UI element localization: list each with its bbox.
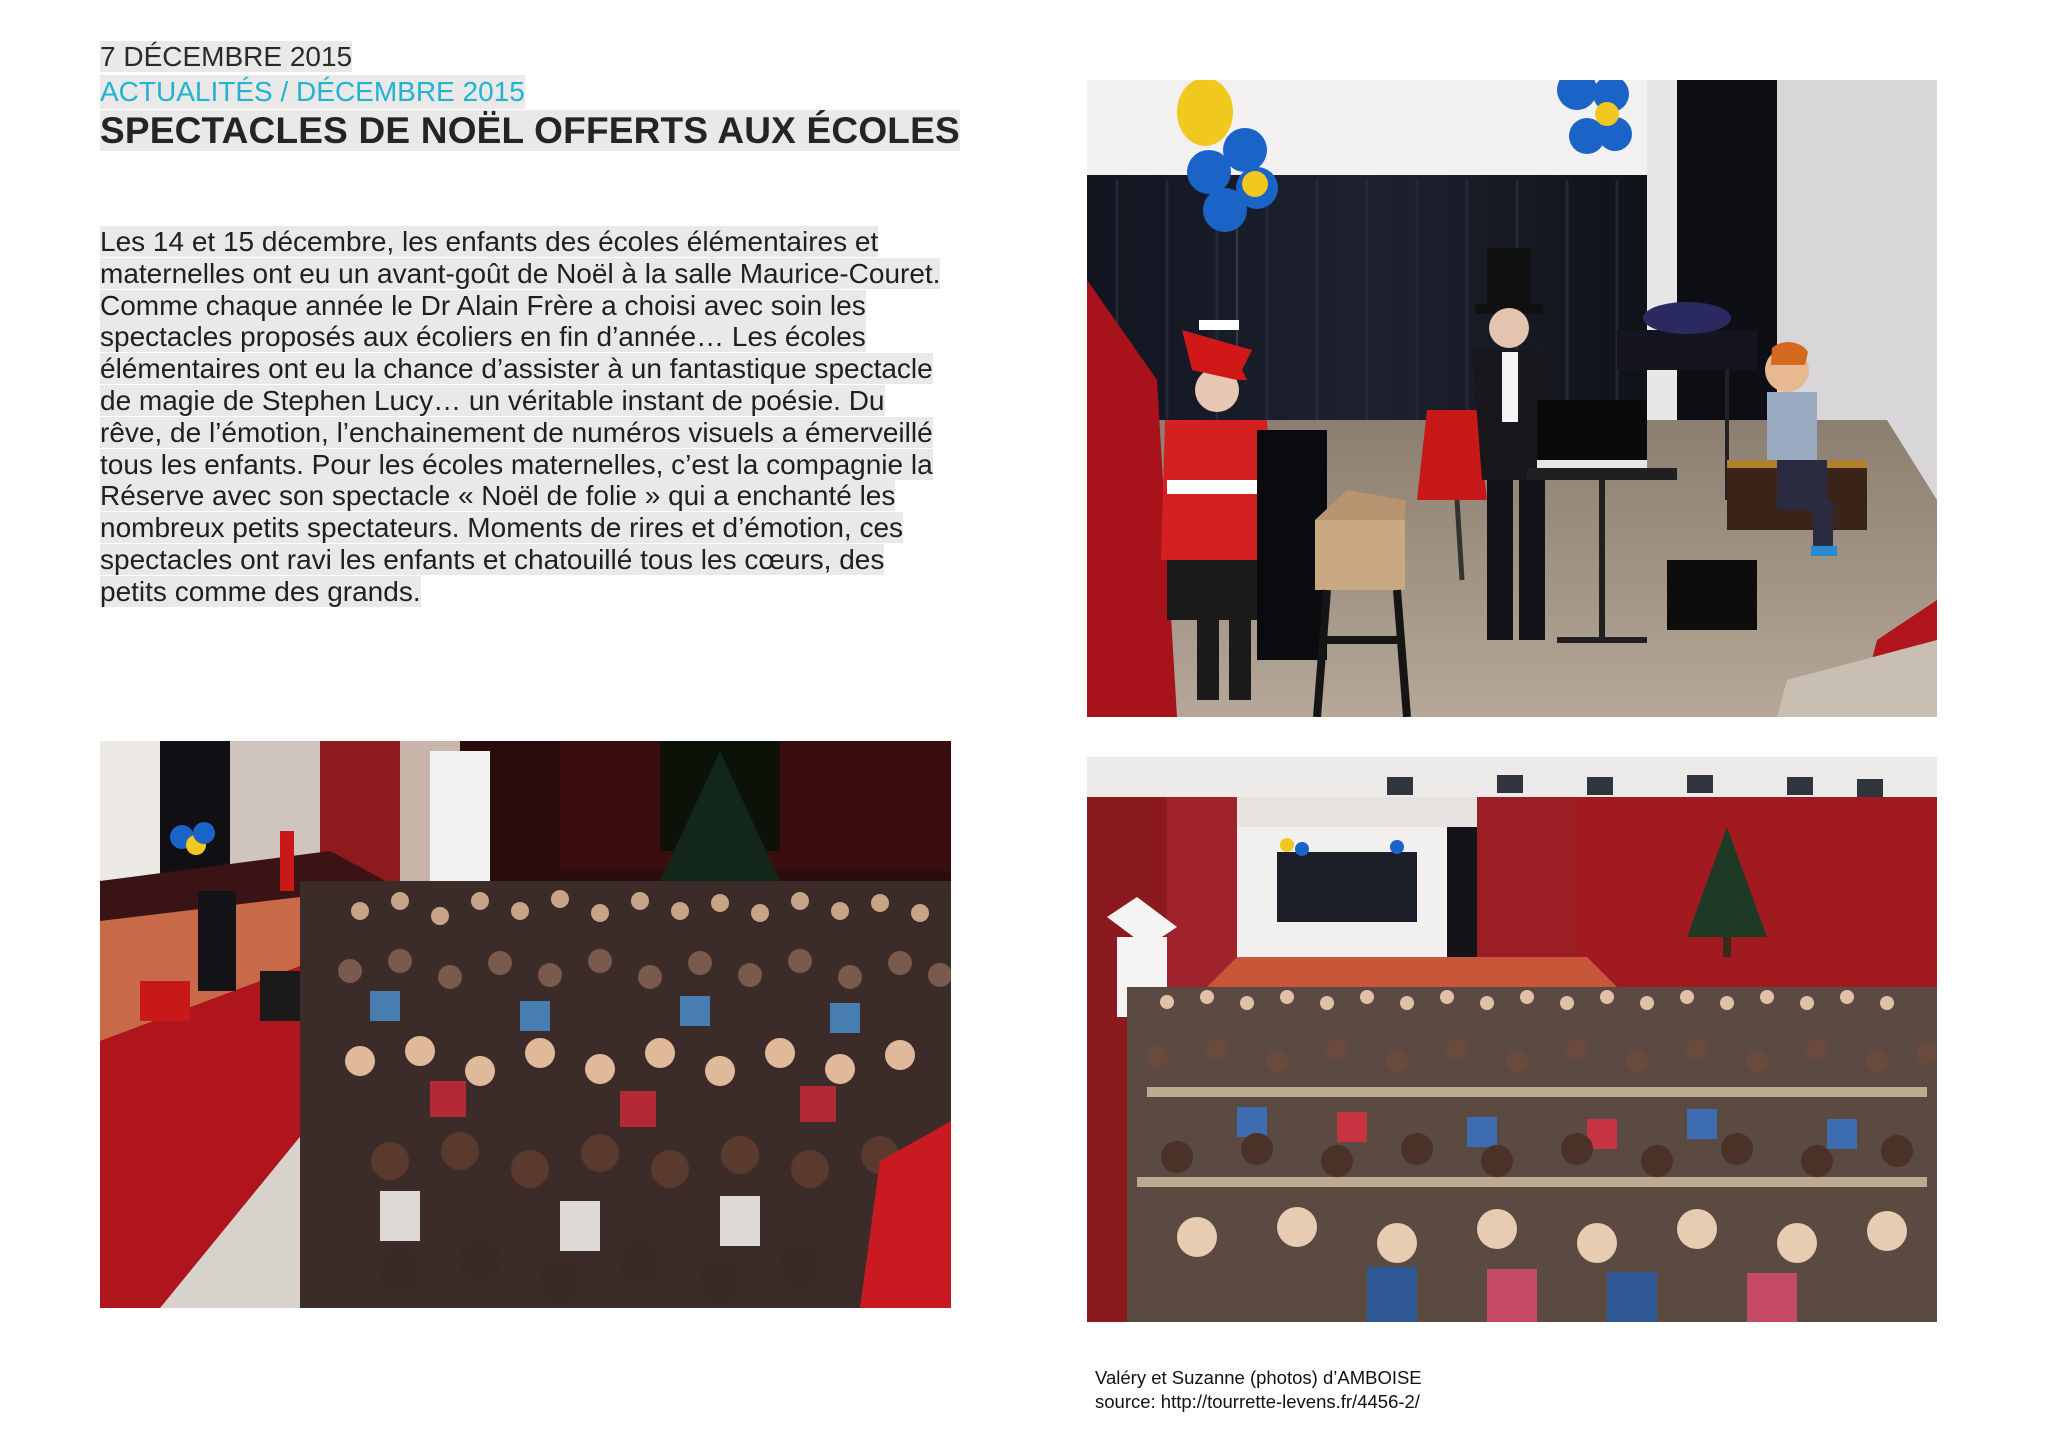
article-date [100,40,352,74]
article-body-line: rêve, de l’émotion, l’enchainement de numéros visuels a émerveillé [100,416,933,448]
article-body-line: de magie de Stephen Lucy… un véritable instant de poésie. Du [100,384,885,416]
article-body-line: tous les enfants. Pour les écoles maternelles, c’est la compagnie la [100,448,933,480]
photo-credits-source[interactable]: source: http://tourrette-levens.fr/4456-2/ [1095,1391,1420,1412]
article-body [100,226,960,608]
article-date-text: 7 DÉCEMBRE 2015 [100,41,353,72]
photo-magic-show-stage-illustration [1087,80,1937,717]
photo-audience-hall-view [1087,757,1937,1322]
article-body-line: nombreux petits spectateurs. Moments de rires et d’émotion, ces [100,512,904,544]
article-body-line: spectacles proposés aux écoliers en fin d’année… Les écoles [100,321,866,353]
article-category-link[interactable]: ACTUALITÉS / DÉCEMBRE 2015 [100,76,525,107]
photo-credits [1095,1366,1422,1414]
audience-hall-crowd [1127,987,1937,1322]
article-body-line: élémentaires ont eu la chance d’assister à un fantastique spectacle [100,353,933,385]
article-body-line: Comme chaque année le Dr Alain Frère a choisi avec soin les [100,289,866,321]
photo-magic-show-stage [1087,80,1937,717]
article-body-line: Les 14 et 15 décembre, les enfants des écoles élémentaires et [100,226,879,257]
article-title [100,108,960,154]
article-body-line: spectacles ont ravi les enfants et chatouillé tous les cœurs, des [100,543,885,575]
photo-audience-side-view-illustration [100,741,951,1308]
photo-audience-side-view [100,741,951,1308]
audience-crowd [300,881,951,1308]
article-body-line: maternelles ont eu un avant-goût de Noël à la salle Maurice-Couret. [100,257,941,289]
article-title-text: SPECTACLES DE NOËL OFFERTS AUX ÉCOLES [100,110,960,151]
article-body-line: Réserve avec son spectacle « Noël de folie » qui a enchanté les [100,480,896,512]
photo-credits-photographers: Valéry et Suzanne (photos) d’AMBOISE [1095,1367,1422,1388]
article-body-line: petits comme des grands. [100,575,421,607]
photo-audience-hall-view-illustration [1087,757,1937,1322]
